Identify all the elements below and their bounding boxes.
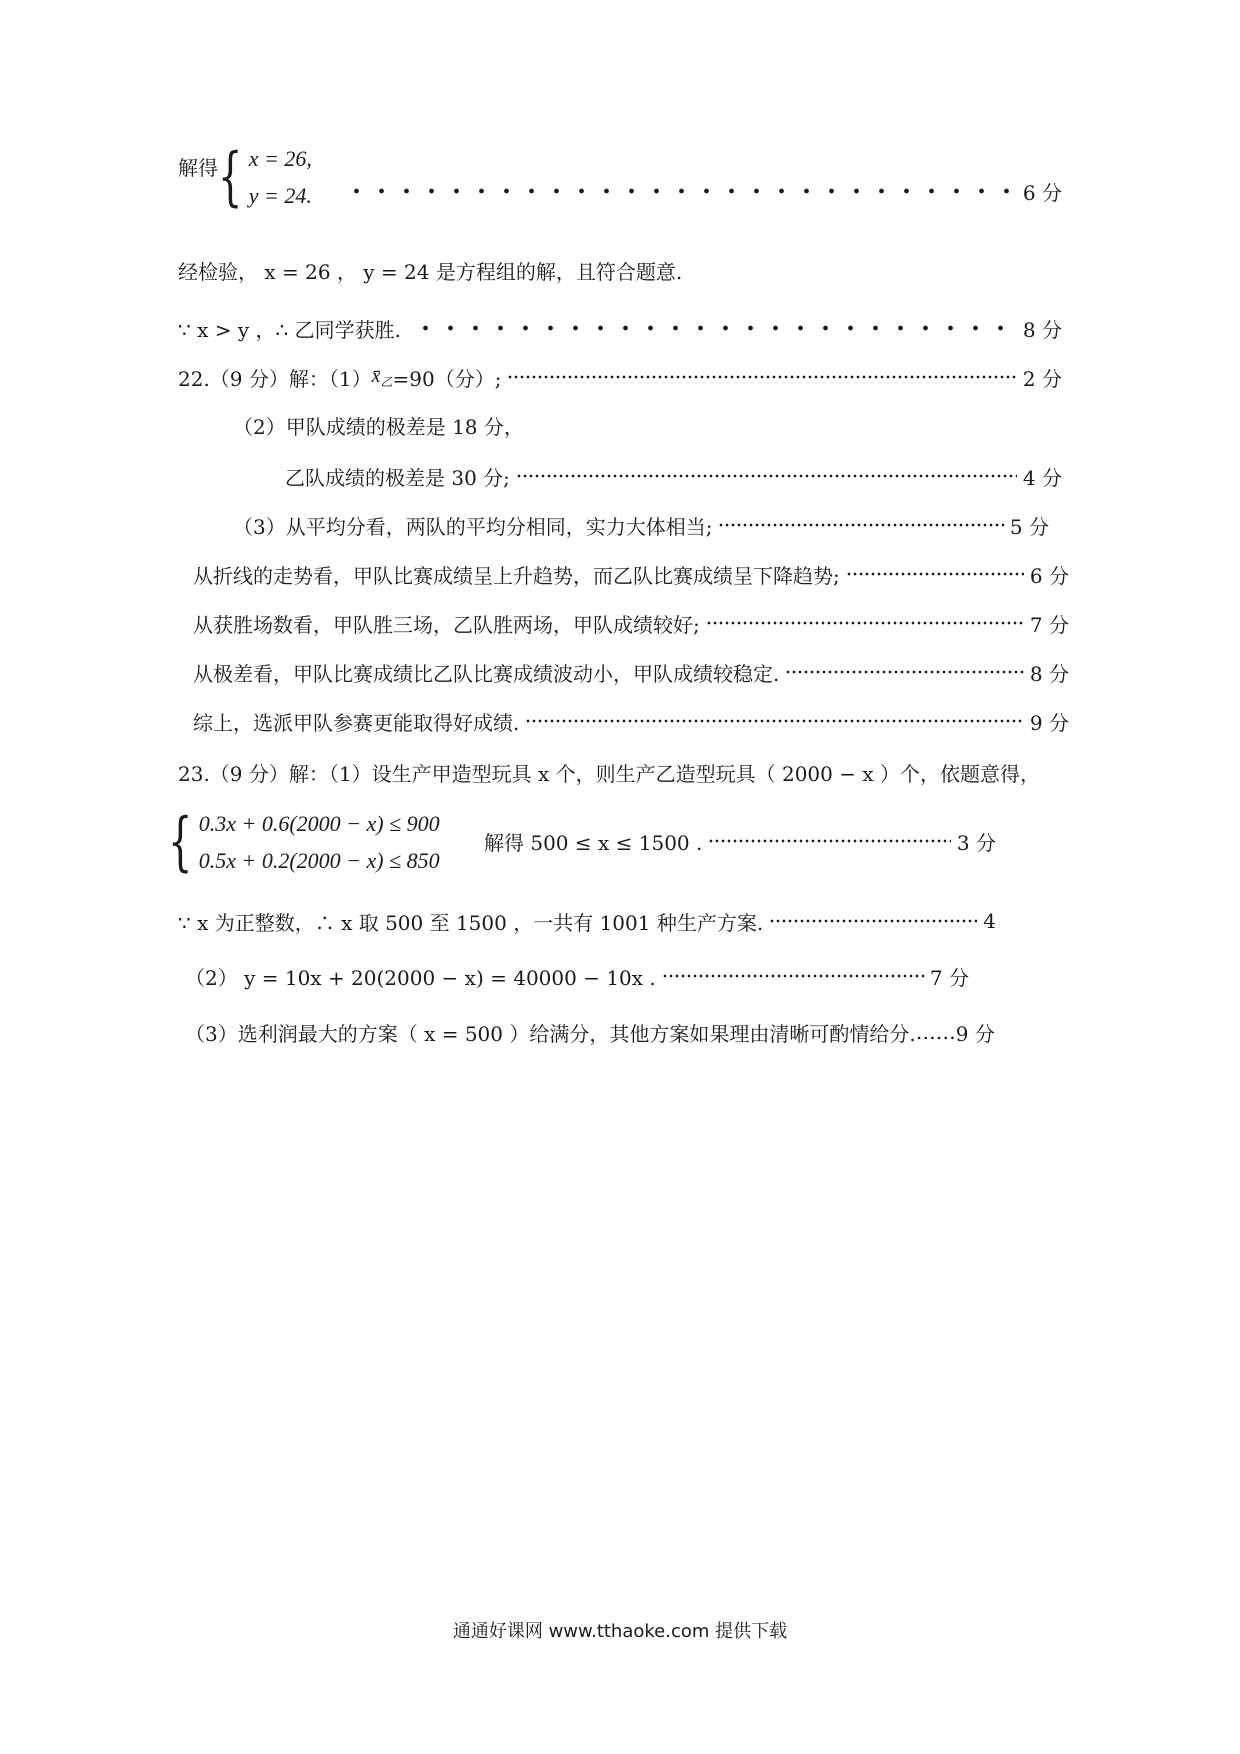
q22-line4: （3）从平均分看，两队的平均分相同，实力大体相当; 5 分 <box>233 511 1049 539</box>
q22-line5: 从折线的走势看，甲队比赛成绩呈上升趋势，而乙队比赛成绩呈下降趋势; 6 分 <box>193 560 1069 588</box>
equation-y: y = 24. <box>248 183 312 208</box>
solve-label: 解得 <box>178 156 218 180</box>
page-footer: 通通好课网 www.tthaoke.com 提供下载 <box>452 1621 788 1642</box>
conclusion-row <box>178 314 1062 342</box>
leader-dots <box>718 511 1003 539</box>
conclusion: ∵ x > y ，∴ 乙同学获胜. <box>178 317 401 342</box>
leader-dots <box>338 177 1017 205</box>
leader-dots <box>785 658 1024 686</box>
leader-dots <box>706 609 1024 637</box>
equation-system <box>218 140 312 214</box>
q23-line3: （2） y = 10x + 20(2000 − x) = 40000 − 10x . 7 分 <box>185 962 969 990</box>
leader-dots <box>708 827 951 855</box>
q22-line7: 从极差看，甲队比赛成绩比乙队比赛成绩波动小，甲队成绩较稳定. 8 分 <box>193 658 1069 686</box>
score: 6 分 <box>1029 563 1069 588</box>
mean-symbol: $x̄_乙$ <box>371 364 393 389</box>
leader-dots <box>507 363 1016 391</box>
score-row <box>332 177 1062 205</box>
score: 3 分 <box>956 830 996 855</box>
leader-dots <box>525 707 1024 735</box>
score: 9 分 <box>955 1021 995 1046</box>
q23-line4: （3）选利润最大的方案（ x = 500 ）给满分，其他方案如果理由清晰可酌情给分. …… 9 分 <box>185 1018 1055 1046</box>
leader-dots <box>846 560 1024 588</box>
score: 4 <box>983 909 996 933</box>
score: 8 分 <box>1029 661 1069 686</box>
score: 2 分 <box>1022 366 1062 391</box>
inequality-1: 0.3x + 0.6(2000 − x) ≤ 900 <box>198 811 440 836</box>
score: 9 分 <box>1029 710 1069 735</box>
q22-line8: 综上，选派甲队参赛更能取得好成绩. 9 分 <box>193 707 1069 735</box>
q22-line1 <box>178 363 1062 391</box>
leader-dots <box>662 962 924 990</box>
q23-line2: ∵ x 为正整数，∴ x 取 500 至 1500 ，一共有 1001 种生产方案. 4 <box>178 909 996 935</box>
leader-dots <box>769 907 977 935</box>
q22-heading: 22.（9 分）解：（1） <box>178 366 372 391</box>
q22-line6: 从获胜场数看，甲队胜三场，乙队胜两场，甲队成绩较好; 7 分 <box>193 609 1069 637</box>
score: 6 分 <box>1022 180 1062 205</box>
q23-solve-row: 解得 500 ≤ x ≤ 1500 . 3 分 <box>484 827 996 855</box>
score: 8 分 <box>1022 317 1062 342</box>
brace-icon: { <box>218 140 243 214</box>
leader-dots <box>516 462 1017 490</box>
q23-heading: 23.（9 分）解：（1）设生产甲造型玩具 x 个，则生产乙造型玩具（ 2000 − x ）个，依题意得， <box>178 762 1040 786</box>
inequality-2: 0.5x + 0.2(2000 − x) ≤ 850 <box>198 848 440 873</box>
leader-dots <box>407 314 1017 342</box>
score: 7 分 <box>1029 612 1069 637</box>
check-line: 经检验， x = 26 ， y = 24 是方程组的解，且符合题意. <box>178 260 683 284</box>
score: 5 分 <box>1009 514 1049 539</box>
score: 7 分 <box>929 965 969 990</box>
inequality-system <box>168 805 440 879</box>
q22-line3: 乙队成绩的极差是 30 分; 4 分 <box>285 462 1062 490</box>
q22-line2: （2）甲队成绩的极差是 18 分， <box>233 415 524 439</box>
ellipsis: …… <box>915 1020 956 1044</box>
q22-mean: =90（分）; <box>392 366 502 391</box>
brace-icon: { <box>168 805 193 879</box>
score: 4 分 <box>1022 465 1062 490</box>
equation-x: x = 26, <box>248 146 312 171</box>
